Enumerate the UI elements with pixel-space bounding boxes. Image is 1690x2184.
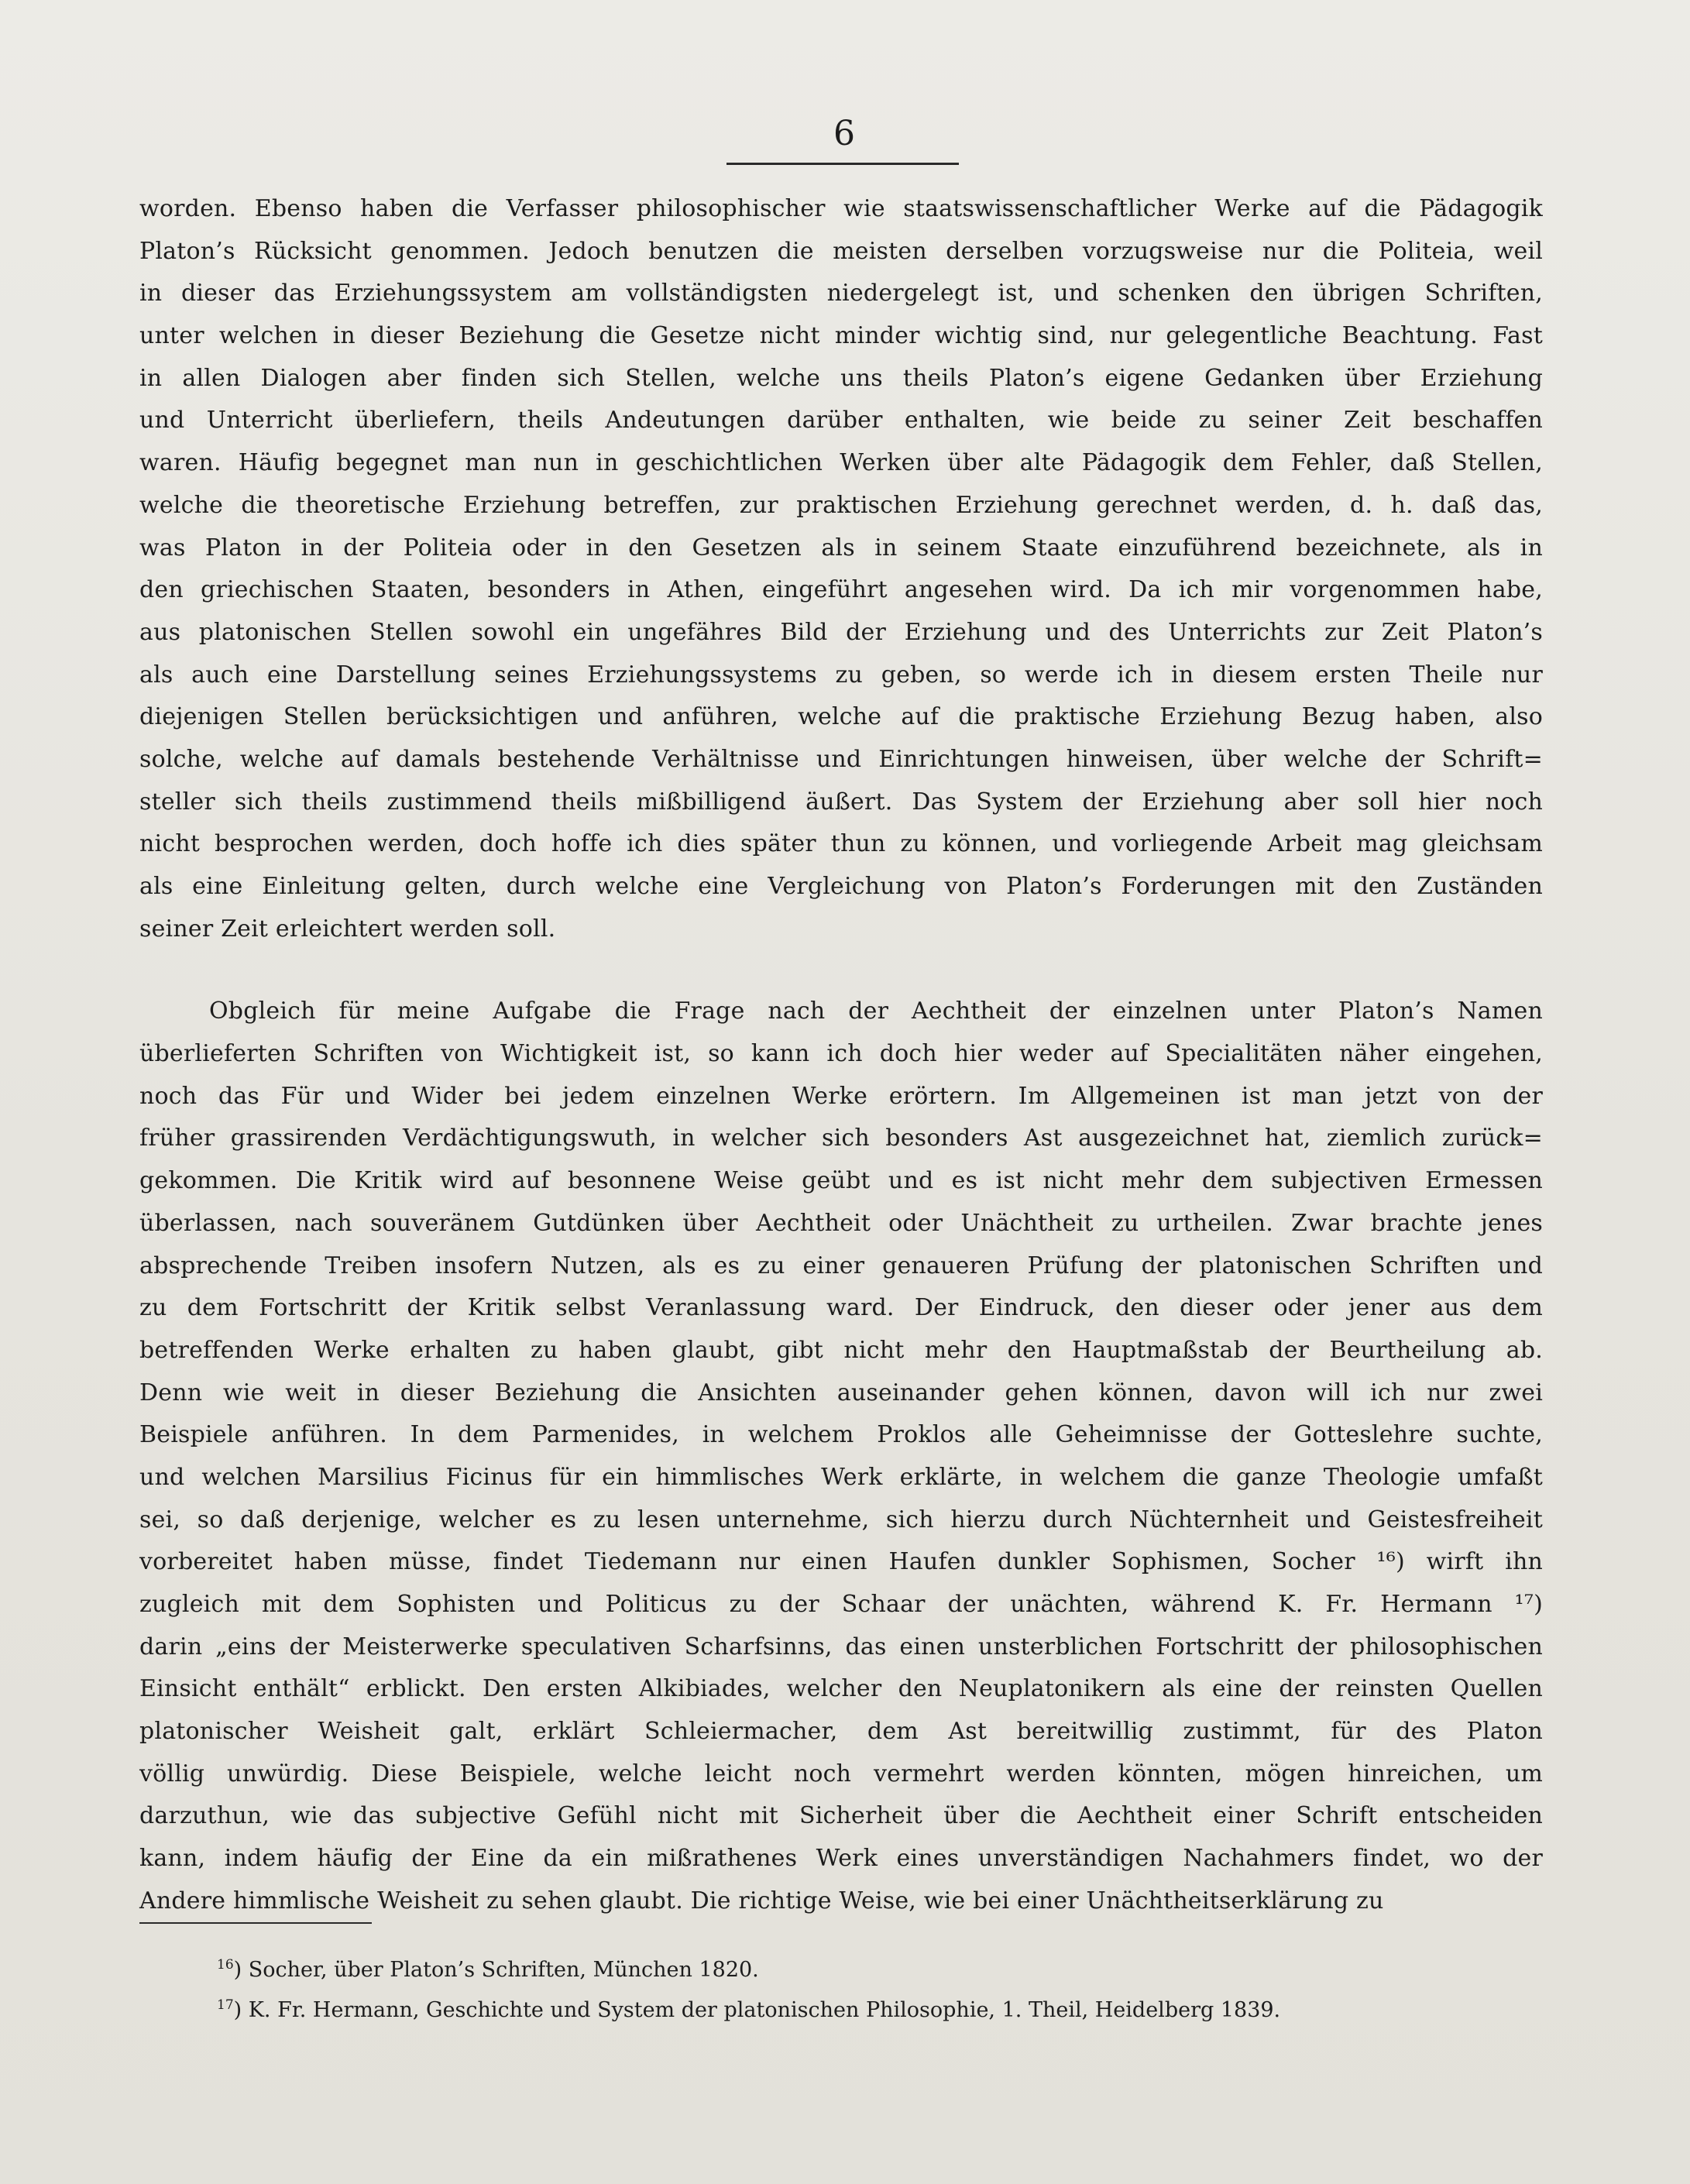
text-line: Denn wie weit in dieser Beziehung die Ansichten auseinander gehen können, davon will ich nur zwei [139, 1379, 1543, 1406]
page-number: 6 [833, 114, 855, 153]
text-line: absprechende Treiben insofern Nutzen, als es zu einer genaueren Prüfung der platonischen Schriften und [139, 1252, 1543, 1279]
text-line: aus platonischen Stellen sowohl ein ungefähres Bild der Erziehung und des Unterrichts zur Zeit Platon’s [139, 618, 1543, 646]
text-line: diejenigen Stellen berücksichtigen und anführen, welche auf die praktische Erziehung Bezug haben, also [139, 703, 1543, 731]
text-line: platonischer Weisheit galt, erklärt Schleiermacher, dem Ast bereitwillig zustimmt, für des Platon [139, 1718, 1543, 1746]
text-line: unter welchen in dieser Beziehung die Gesetze nicht minder wichtig sind, nur gelegentliche Beachtung. Fast [139, 322, 1543, 350]
text-line: waren. Häufig begegnet man nun in geschichtlichen Werken über alte Pädagogik dem Fehler, daß Stellen, [139, 449, 1543, 477]
text-line: in dieser das Erziehungssystem am vollständigsten niedergelegt ist, und schenken den übrigen Schriften, [139, 280, 1543, 307]
text-line: solche, welche auf damals bestehende Verhältnisse und Einrichtungen hinweisen, über welche der Schrift= [139, 745, 1543, 773]
text-line: überlassen, nach souveränem Gutdünken über Aechtheit oder Unächtheit zu urtheilen. Zwar brachte jenes [139, 1209, 1543, 1237]
text-line: welche die theoretische Erziehung betreffen, zur praktischen Erziehung gerechnet werden, d. h. daß das, [139, 491, 1543, 519]
footnotes [217, 1950, 1534, 2031]
text-line: überlieferten Schriften von Wichtigkeit ist, so kann ich doch hier weder auf Specialitäten näher eingehen, [139, 1040, 1543, 1068]
text-line: betreffenden Werke erhalten zu haben glaubt, gibt nicht mehr den Hauptmaßstab der Beurtheilung ab. [139, 1336, 1543, 1364]
body-text [139, 188, 1543, 1923]
footnote-17 [217, 1990, 1534, 2031]
text-line: gekommen. Die Kritik wird auf besonnene Weise geübt und es ist nicht mehr dem subjectiven Ermessen [139, 1167, 1543, 1195]
paragraph-gap [139, 950, 1543, 991]
text-line: worden. Ebenso haben die Verfasser philosophischer wie staatswissenschaftlicher Werke auf die Pädagogik [139, 195, 1543, 222]
text-line: steller sich theils zustimmend theils mißbilligend äußert. Das System der Erziehung aber soll hier noch [139, 788, 1543, 816]
text-line: zu dem Fortschritt der Kritik selbst Veranlassung ward. Der Eindruck, den dieser oder jener aus dem [139, 1294, 1543, 1322]
text-line: Beispiele anführen. In dem Parmenides, in welchem Proklos alle Geheimnisse der Gotteslehre suchte, [139, 1421, 1543, 1449]
text-line: als eine Einleitung gelten, durch welche eine Vergleichung von Platon’s Forderungen mit den Zuständen [139, 873, 1543, 900]
paragraph-1 [139, 188, 1543, 950]
paragraph-2 [139, 991, 1543, 1922]
text-line: zugleich mit dem Sophisten und Politicus zu der Schaar der unächten, während K. Fr. Hermann ¹⁷) [139, 1591, 1543, 1618]
footnote-mark: 16 [217, 1957, 234, 1973]
text-line: nicht besprochen werden, doch hoffe ich dies später thun zu können, und vorliegende Arbeit mag gleichsam [139, 830, 1543, 858]
text-line: noch das Für und Wider bei jedem einzelnen Werke erörtern. Im Allgemeinen ist man jetzt von der [139, 1082, 1543, 1110]
text-line: Platon’s Rücksicht genommen. Jedoch benutzen die meisten derselben vorzugsweise nur die Politeia, weil [139, 237, 1543, 265]
text-line: früher grassirenden Verdächtigungswuth, in welcher sich besonders Ast ausgezeichnet hat, ziemlich zurück= [139, 1125, 1543, 1152]
header-rule [726, 163, 959, 165]
text-line: was Platon in der Politeia oder in den Gesetzen als in seinem Staate einzuführend bezeichnete, als in [139, 534, 1543, 561]
text-line: den griechischen Staaten, besonders in Athen, eingeführt angesehen wird. Da ich mir vorgenommen habe, [139, 576, 1543, 604]
text-line: darin „eins der Meisterwerke speculativen Scharfsinns, das einen unsterblichen Fortschritt der philosophischen [139, 1633, 1543, 1660]
footnote-16 [217, 1950, 1534, 1990]
text-line: darzuthun, wie das subjective Gefühl nicht mit Sicherheit über die Aechtheit einer Schrift entscheiden [139, 1802, 1543, 1830]
text-line: kann, indem häufig der Eine da ein mißrathenes Werk eines unverständigen Nachahmers findet, wo der [139, 1845, 1543, 1873]
footnote-rule [139, 1922, 372, 1924]
text-line: seiner Zeit erleichtert werden soll. [139, 915, 556, 943]
text-line: und welchen Marsilius Ficinus für ein himmlisches Werk erklärte, in welchem die ganze Theologie umfaßt [139, 1463, 1543, 1491]
text-line: als auch eine Darstellung seines Erziehungssystems zu geben, so werde ich in diesem ersten Theile nur [139, 661, 1543, 689]
text-line: Einsicht enthält“ erblickt. Den ersten Alkibiades, welcher den Neuplatonikern als eine der reinsten Quellen [139, 1675, 1543, 1703]
footnote-mark: 17 [217, 1997, 234, 2013]
text-line: vorbereitet haben müsse, findet Tiedemann nur einen Haufen dunkler Sophismen, Socher ¹⁶) wirft ihn [139, 1548, 1543, 1576]
text-line: in allen Dialogen aber finden sich Stellen, welche uns theils Platon’s eigene Gedanken über Erziehung [139, 364, 1543, 392]
text-line: Obgleich für meine Aufgabe die Frage nach der Aechtheit der einzelnen unter Platon’s Namen [209, 998, 1543, 1025]
footnote-text: ) K. Fr. Hermann, Geschichte und System der platonischen Philosophie, 1. Theil, Heidelberg 1839. [233, 1998, 1281, 2022]
text-line: und Unterricht überliefern, theils Andeutungen darüber enthalten, wie beide zu seiner Zeit beschaffen [139, 407, 1543, 434]
text-line: Andere himmlische Weisheit zu sehen glaubt. Die richtige Weise, wie bei einer Unächtheitserklärung zu [139, 1887, 1384, 1914]
text-line: völlig unwürdig. Diese Beispiele, welche leicht noch vermehrt werden könnten, mögen hinreichen, um [139, 1760, 1543, 1787]
text-line: sei, so daß derjenige, welcher es zu lesen unternehme, sich hierzu durch Nüchternheit und Geistesfreiheit [139, 1506, 1543, 1533]
footnote-text: ) Socher, über Platon’s Schriften, München 1820. [233, 1958, 759, 1982]
